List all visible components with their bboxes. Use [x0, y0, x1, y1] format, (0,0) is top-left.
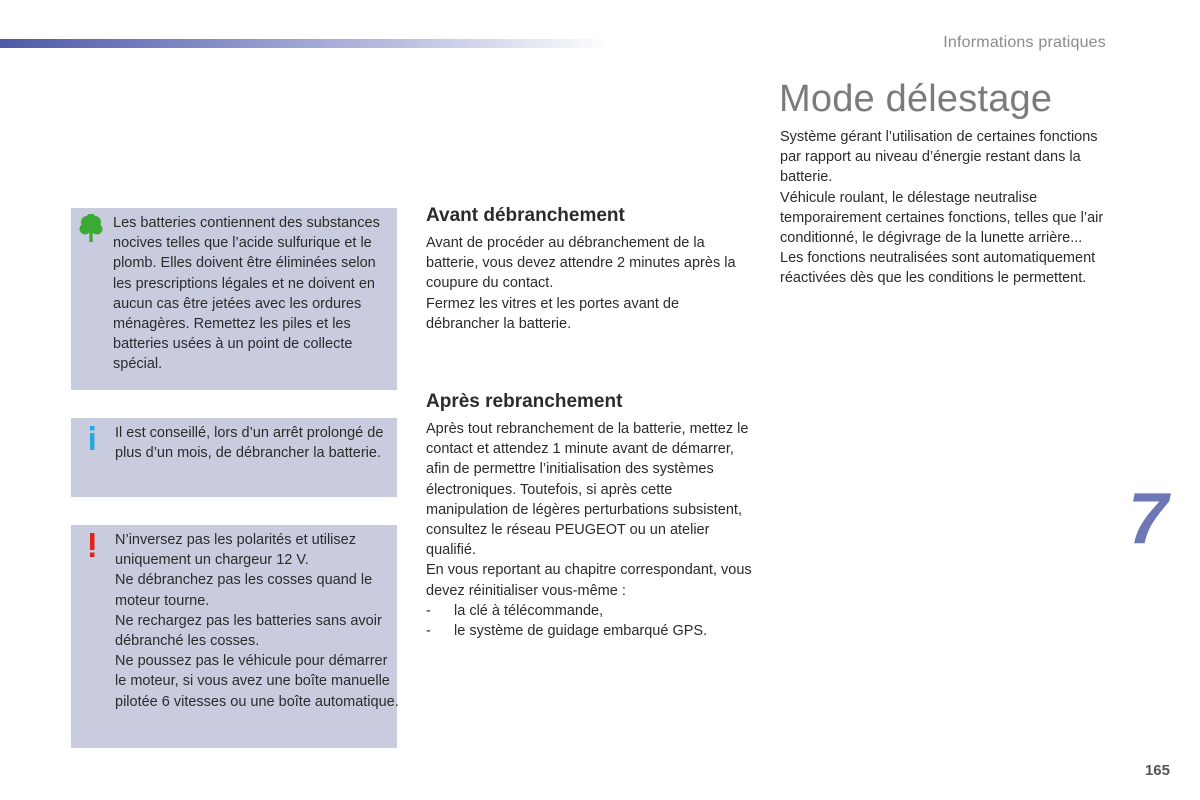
- environment-note: [71, 208, 397, 390]
- tree-icon: [79, 214, 103, 249]
- section-title: Informations pratiques: [943, 34, 1106, 51]
- mode-paragraph: Les fonctions neutralisées sont automatiquement réactivées dès que les conditions le permettent.: [780, 250, 1096, 287]
- apres-paragraph: Après tout rebranchement de la batterie, mettez le contact et attendez 1 minute avant de démarrer, afin de permettre l’initialisation des systèmes électroniques. Toutefois, si après cette manipulation de légères perturbations subsistent, consultez le réseau PEUGEOT ou un atelier qualifié.: [426, 421, 749, 559]
- environment-note-text: Les batteries contiennent des substances nocives telles que l’acide sulfurique et le plomb. Elles doivent être éliminées selon les prescriptions légales et ne doivent en aucun cas être jetées avec les ordures ménagères. Remettez les piles et les batteries usées à un point de collecte spécial.: [113, 215, 380, 373]
- list-marker: -: [426, 602, 431, 619]
- info-note: [71, 418, 397, 497]
- apres-text: [426, 419, 756, 641]
- page-title: Mode délestage: [779, 78, 1053, 120]
- header-gradient-bar: [0, 39, 610, 48]
- avant-text: [426, 233, 756, 334]
- warning-note: [71, 525, 397, 748]
- list-marker: -: [426, 623, 431, 640]
- mode-paragraph: Véhicule roulant, le délestage neutralise temporairement certaines fonctions, telles que l’air conditionné, le dégivrage de la lunette arrière...: [780, 189, 1104, 247]
- list-item-text: le système de guidage embarqué GPS.: [454, 623, 708, 640]
- page-number: 165: [1144, 762, 1170, 779]
- warning-note-text: [115, 530, 399, 712]
- apres-paragraph: En vous reportant au chapitre correspondant, vous devez réinitialiser vous-même :: [426, 562, 752, 599]
- warning-paragraph: Ne rechargez pas les batteries sans avoir débranché les cosses.: [115, 612, 382, 650]
- list-item: [426, 601, 756, 621]
- mode-paragraph: Système gérant l’utilisation de certaines fonctions par rapport au niveau d’énergie restant dans la batterie.: [780, 129, 1098, 186]
- avant-paragraph: Fermez les vitres et les portes avant de débrancher la batterie.: [426, 295, 680, 332]
- avant-paragraph: Avant de procéder au débranchement de la batterie, vous devez attendre 2 minutes après la coupure du contact.: [426, 235, 736, 292]
- mode-delestage-text: [780, 127, 1110, 289]
- warning-paragraph: Ne poussez pas le véhicule pour démarrer le moteur, si vous avez une boîte manuelle pilotée 6 vitesses ou une boîte automatique.: [115, 653, 399, 710]
- info-note-text: Il est conseillé, lors d’un arrêt prolongé de plus d’un mois, de débrancher la batterie.: [115, 425, 384, 462]
- info-icon: [87, 426, 97, 455]
- exclamation-icon: [87, 533, 97, 562]
- warning-paragraph: N’inversez pas les polarités et utilisez uniquement un chargeur 12 V.: [115, 532, 356, 569]
- list-item: [426, 621, 756, 641]
- chapter-number: 7: [1128, 479, 1167, 559]
- avant-heading: Avant débranchement: [426, 205, 625, 226]
- warning-paragraph: Ne débranchez pas les cosses quand le moteur tourne.: [115, 572, 373, 609]
- list-item-text: la clé à télécommande,: [454, 602, 604, 619]
- apres-heading: Après rebranchement: [426, 391, 623, 412]
